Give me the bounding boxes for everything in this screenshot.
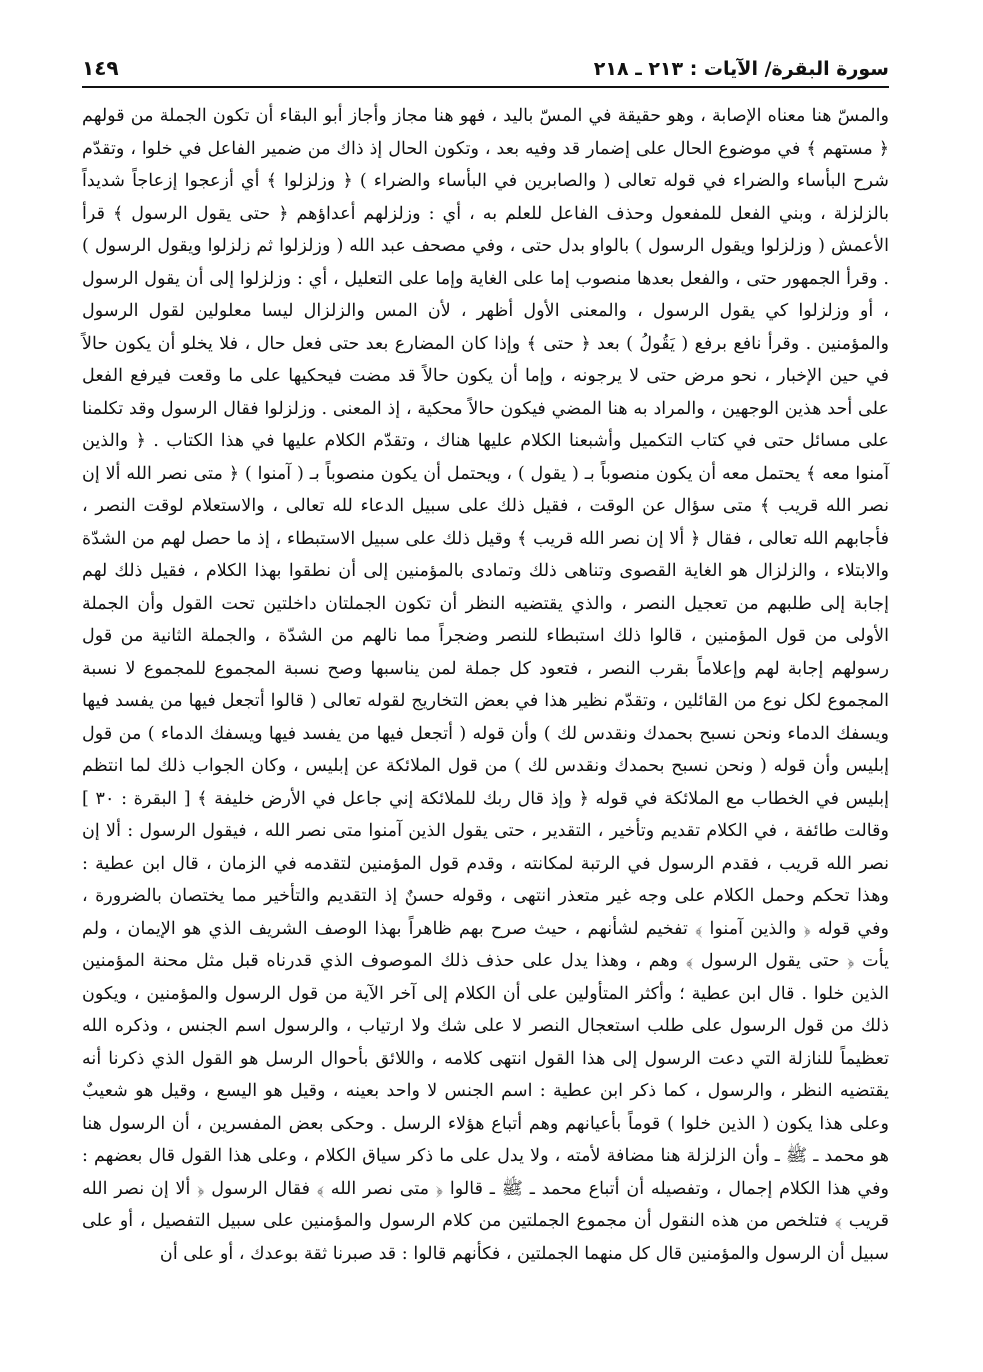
paragraph: والمسّ هنا معناه الإصابة ، وهو حقيقة في المسّ باليد ، فهو هنا مجاز وأجاز أبو البقاء أن تكون الجملة من قولهم ﴿ مستهم ﴾ في موضوع الحال على إضمار قد وفيه بعد ، وتكون الحال إذ ذاك من ضمير الفاعل في خلوا ، وتقدّم شرح البأساء والضراء في قوله تعالى ( والصابرين في البأساء والضراء ) ﴿ وزلزلوا ﴾ أي أزعجوا إزعاجاً شديداً بالزلزلة ، وبني الفعل للمفعول وحذف الفاعل للعلم به ، أي : وزلزلهم أعداؤهم ﴿ حتى يقول الرسول ﴾ قرأ الأعمش ( وزلزلوا ويقول الرسول ) بالواو بدل حتى ، وفي مصحف عبد الله ( وزلزلوا ثم زلزلوا ويقول الرسول ) . وقرأ الجمهور حتى ، والفعل بعدها منصوب إما على الغاية وإما على التعليل ، أي : وزلزلوا إلى أن يقول الرسول ، أو وزلزلوا كي يقول الرسول ، والمعنى الأول أظهر ، لأن المس والزلزال ليسا معلولين لقول الرسول والمؤمنين . وقرأ نافع برفع ( يَقُولُ ) بعد ﴿ حتى ﴾ وإذا كان المضارع بعد حتى فعل حال ، فلا يخلو أن يكون حالاً في حين الإخبار ، نحو مرض حتى لا يرجونه ، وإما أن يكون حالاً قد مضت فيحكيها على ما وقعت فيرفع الفعل على أحد هذين الوجهين ، والمراد به هنا المضي فيكون حالاً محكية ، إذ المعنى . وزلزلوا فقال الرسول وقد تكلمنا على مسائل حتى في كتاب التكميل وأشبعنا الكلام عليها هناك ، وتقدّم الكلام عليها في هذا الكتاب . ﴿ والذين آمنوا معه ﴾ يحتمل معه أن يكون منصوباً بـ ( يقول ) ، ويحتمل أن يكون منصوباً بـ ( آمنوا ) ﴿ متى نصر الله ألا إن نصر الله قريب ﴾ متى سؤال عن الوقت ، فقيل ذلك على سبيل الدعاء لله تعالى ، والاستعلام لوقت النصر ، فأجابهم الله تعالى ، فقال ﴿ ألا إن نصر الله قريب ﴾ وقيل ذلك على سبيل الاستبطاء ، إذ ما حصل لهم من الشدّة والابتلاء ، والزلزال هو الغاية القصوى وتناهى ذلك وتمادى بالمؤمنين إلى أن نطقوا بهذا الكلام ، فقيل ذلك لهم إجابة إلى طلبهم من تعجيل النصر ، والذي يقتضيه النظر أن تكون الجملتان داخلتين تحت القول وأن الجملة الأولى من قول المؤمنين ، قالوا ذلك استبطاء للنصر وضجراً مما نالهم من الشدّة ، والجملة الثانية من قول رسولهم إجابة لهم وإعلاماً بقرب النصر ، فتعود كل جملة لمن يناسبها وصح نسبة المجموع للمجموع لا نسبة المجموع لكل نوع من القائلين ، وتقدّم نظير هذا في بعض التخاريج لقوله تعالى ( قالوا أتجعل فيها من يفسد فيها ويسفك الدماء ونحن نسبح بحمدك ونقدس لك ) وأن قوله ( أتجعل فيها من يفسد فيها ويسفك الدماء ) من قول إبليس وأن قوله ( ونحن نسبح بحمدك ونقدس لك ) من قول الملائكة عن إبليس ، وكان الجواب ذلك لما انتظم إبليس في الخطاب مع الملائكة في قوله ﴿ وإذ قال ربك للملائكة إني جاعل في الأرض خليفة ﴾ [ البقرة : ٣٠ ] وقالت طائفة ، في الكلام تقديم وتأخير ، التقدير ، حتى يقول الذين آمنوا متى نصر الله ، فيقول الرسول : ألا إن نصر الله قريب ، فقدم الرسول في الرتبة لمكانته ، وقدم قول المؤمنين لتقدمه في الزمان ، قال ابن عطية : وهذا تحكم وحمل الكلام على وجه غير متعذر انتهى ، وقوله حسنٌ إذ التقديم والتأخير مما يختصان بالضرورة ، وفي قوله ﴿ والذين آمنوا ﴾ تفخيم لشأنهم ، حيث صرح بهم ظاهراً بهذا الوصف الشريف الذي هو الإيمان ، ولم يأت ﴿ حتى يقول الرسول ﴾ وهم ، وهذا يدل على حذف ذلك الموصوف الذي قدرناه قبل مثل محنة المؤمنين الذين خلوا . قال ابن عطية ؛ وأكثر المتأولين على أن الكلام إلى آخر الآية من قول الرسول والمؤمنين ، ويكون ذلك من قول الرسول على طلب استعجال النصر لا على شك ولا ارتياب ، والرسول اسم الجنس ، وذكره الله تعظيماً للنازلة التي دعت الرسول إلى هذا القول انتهى كلامه ، واللائق بأحوال الرسل هو القول الذي ذكرنا أنه يقتضيه النظر ، والرسول ، كما ذكر ابن عطية : اسم الجنس لا واحد بعينه ، وقيل هو اليسع ، وقيل هو شعيبٌ وعلى هذا يكون ( الذين خلوا ) قوماً بأعيانهم وهم أتباع هؤلاء الرسل . وحكى بعض المفسرين ، أن الرسول هنا هو محمد ـ ﷺ ـ وأن الزلزلة هنا مضافة لأمته ، ولا يدل على ما ذكر سياق الكلام ، وعلى هذا القول قال بعضهم : وفي هذا الكلام إجمال ، وتفصيله أن أتباع محمد ـ ﷺ ـ قالوا ﴿ متى نصر الله ﴾ فقال الرسول ﴿ ألا إن نصر الله قريب ﴾ فتلخص من هذه النقول أن مجموع الجملتين من كلام الرسول والمؤمنين على سبيل التفصيل ، أو على سبيل أن الرسول والمؤمنين قال كل منهما الجملتين ، فكأنهم قالوا : قد صبرنا ثقة بوعدك ، أو على أن	[82, 106, 889, 1264]
running-title: سورة البقرة/ الآيات : ٢١٣ ـ ٢١٨	[593, 58, 889, 80]
page-number: ١٤٩	[82, 56, 119, 80]
page-header	[82, 36, 889, 88]
body-text	[82, 100, 889, 1270]
